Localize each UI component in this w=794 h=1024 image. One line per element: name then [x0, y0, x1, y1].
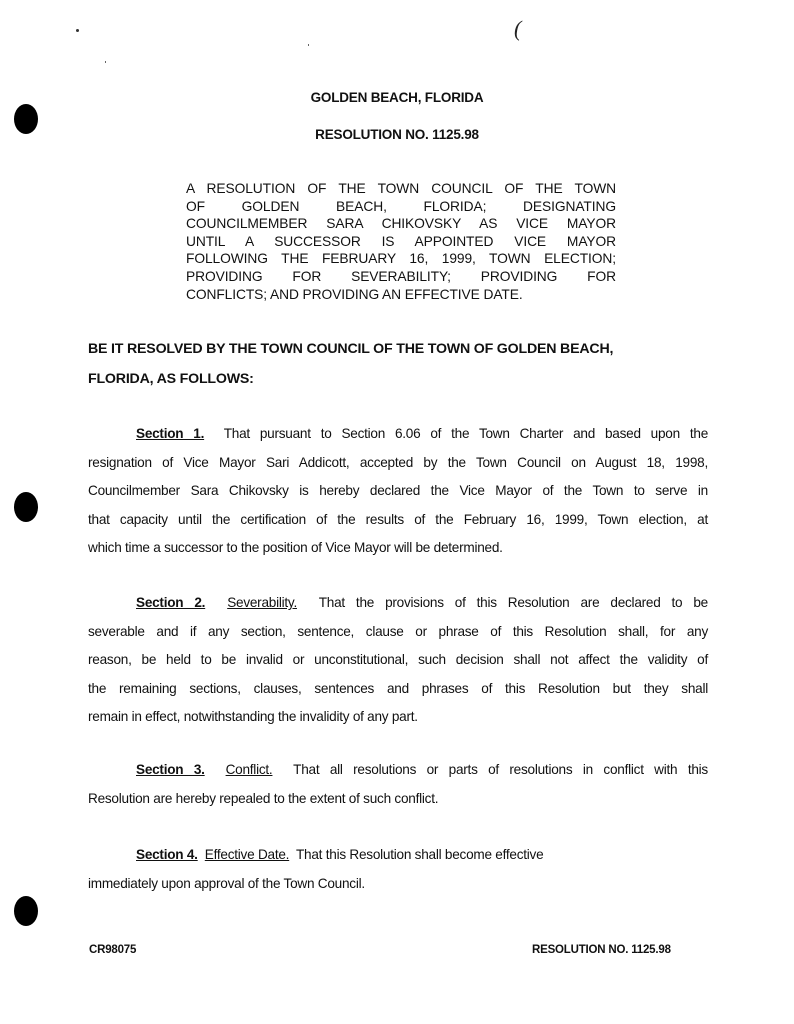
- section-label: Section 2.: [136, 595, 206, 610]
- section-title: Conflict.: [225, 762, 273, 777]
- section-text: resignation of Vice Mayor Sari Addicott, accepted by the Town Council on August 18, 1998,: [88, 454, 708, 470]
- title-line: UNTIL A SUCCESSOR IS APPOINTED VICE MAYOR: [186, 233, 616, 249]
- section-text: the remaining sections, clauses, sentences and phrases of this Resolution but they shall: [88, 680, 708, 696]
- title-line: COUNCILMEMBER SARA CHIKOVSKY AS VICE MAYOR: [186, 216, 616, 232]
- title-line: CONFLICTS; AND PROVIDING AN EFFECTIVE DATE.: [186, 286, 523, 302]
- section-text: That pursuant to Section 6.06 of the Town Charter and based upon the: [223, 426, 708, 441]
- section-text: remain in effect, notwithstanding the invalidity of any part.: [88, 709, 418, 724]
- resolved-line: BE IT RESOLVED BY THE TOWN COUNCIL OF THE TOWN OF GOLDEN BEACH,: [88, 341, 614, 357]
- title-line: A RESOLUTION OF THE TOWN COUNCIL OF THE TOWN: [186, 181, 616, 196]
- title-line: FOLLOWING THE FEBRUARY 16, 1999, TOWN ELECTION;: [186, 251, 616, 267]
- section-text: which time a successor to the position of Vice Mayor will be determined.: [88, 540, 503, 555]
- section-title: Effective Date.: [204, 847, 290, 862]
- resolved-line: FLORIDA, AS FOLLOWS:: [88, 371, 254, 387]
- section-1: [88, 420, 708, 563]
- section-text: immediately upon approval of the Town Council.: [88, 875, 365, 891]
- section-text: severable and if any section, sentence, clause or phrase of this Resolution shall, for any: [88, 623, 708, 639]
- place-heading: GOLDEN BEACH, FLORIDA: [310, 90, 484, 105]
- resolution-title: [186, 180, 616, 303]
- section-text: that capacity until the certification of the results of the February 16, 1999, Town election, at: [88, 511, 708, 527]
- scan-speck: [308, 44, 309, 46]
- section-text: Resolution are hereby repealed to the extent of such conflict.: [88, 790, 439, 806]
- scan-mark: (: [514, 16, 522, 41]
- section-text: That the provisions of this Resolution are declared to be: [318, 595, 708, 610]
- title-line: PROVIDING FOR SEVERABILITY; PROVIDING FOR: [186, 268, 616, 284]
- section-3: [88, 756, 708, 813]
- footer-resolution-number: RESOLUTION NO. 1125.98: [532, 944, 671, 956]
- resolution-number-heading: RESOLUTION NO. 1125.98: [315, 127, 479, 142]
- punch-hole-bottom: [14, 896, 38, 926]
- section-text: That this Resolution shall become effective: [296, 847, 544, 862]
- section-label: Section 1.: [136, 426, 205, 441]
- punch-hole-middle: [14, 492, 38, 522]
- section-label: Section 3.: [136, 762, 205, 777]
- section-4: [88, 841, 708, 898]
- section-text: reason, be held to be invalid or unconstitutional, such decision shall not affect the validity of: [88, 652, 708, 667]
- scan-speck: [105, 61, 106, 63]
- section-title: Severability.: [227, 595, 297, 610]
- scan-speck: [76, 29, 79, 32]
- resolved-clause: [88, 334, 708, 394]
- section-2: [88, 589, 708, 732]
- section-text: Councilmember Sara Chikovsky is hereby declared the Vice Mayor of the Town to serve in: [88, 483, 708, 498]
- title-line: OF GOLDEN BEACH, FLORIDA; DESIGNATING: [186, 198, 616, 214]
- footer-document-code: CR98075: [89, 944, 137, 956]
- section-label: Section 4.: [136, 847, 198, 862]
- section-text: That all resolutions or parts of resolutions in conflict with this: [293, 762, 708, 777]
